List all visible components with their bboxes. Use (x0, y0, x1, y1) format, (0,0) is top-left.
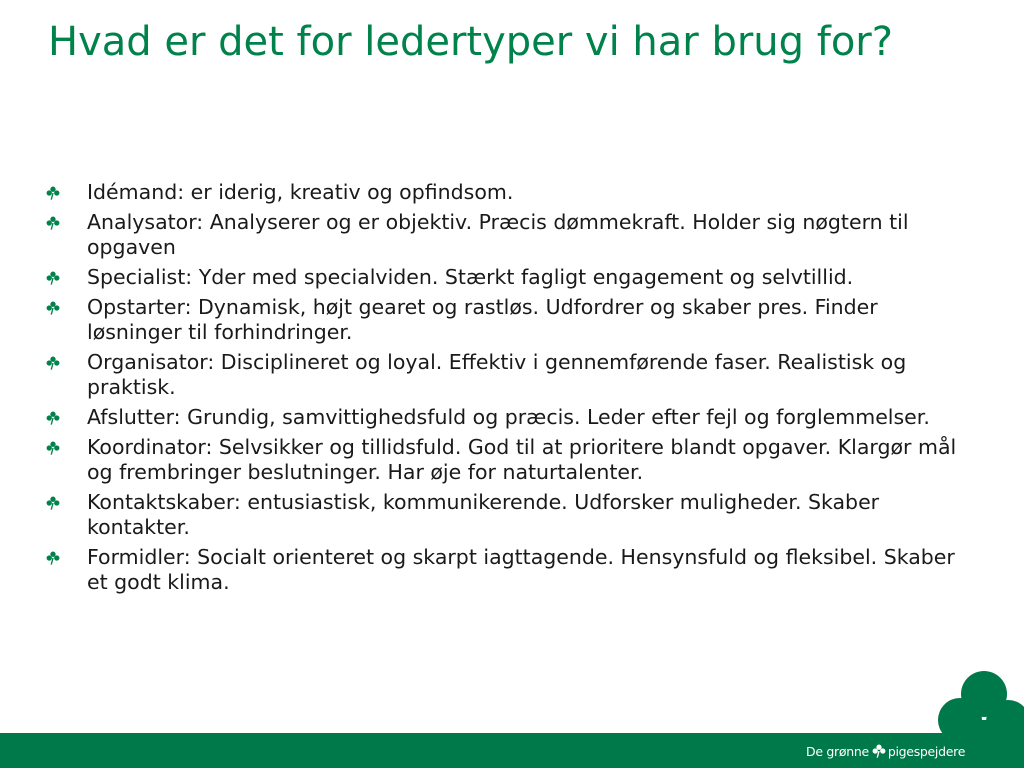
list-item (46, 180, 966, 205)
leader-type-description: : entusiastisk, kommunikerende. Udforsker muligheder. Skaber kontakter. (87, 490, 880, 539)
list-item (46, 435, 966, 485)
leader-type-description: : Socialt orienteret og skarpt iagttagende. Hensynsfuld og fleksibel. Skaber et godt klima. (87, 545, 955, 594)
list-item (46, 350, 966, 400)
clover-icon (46, 496, 60, 510)
logo-text-left: De grønne (806, 743, 869, 759)
clover-icon (46, 356, 60, 370)
leader-type-term: Idémand: (87, 180, 185, 204)
leader-type-description: : Analyserer og er objektiv. Præcis dømmekraft. Holder sig nøgtern til opgaven (87, 210, 909, 259)
logo-text-right: pigespejdere (887, 743, 966, 759)
clover-icon (872, 744, 886, 758)
leader-type-description: : Selvsikker og tillidsfuld. God til at prioritere blandt opgaver. Klargør mål og frembringer beslutninger. Har øje for naturtalenter. (87, 435, 957, 484)
list-item (46, 265, 966, 290)
list-item (46, 295, 966, 345)
leader-type-term: Koordinator (87, 435, 206, 459)
organization-logo (806, 740, 965, 762)
clover-icon (46, 271, 60, 285)
list-item (46, 405, 966, 430)
leader-type-term: Afslutter: (87, 405, 181, 429)
clover-icon (46, 186, 60, 200)
leader-type-term: Opstarter (87, 295, 185, 319)
leader-type-list (46, 180, 966, 600)
leader-type-description: : Dynamisk, højt gearet og rastløs. Udfordrer og skaber pres. Finder løsninger til forhindringer. (87, 295, 878, 344)
list-item (46, 490, 966, 540)
leader-type-term: Formidler (87, 545, 184, 569)
list-item (46, 545, 966, 595)
leader-type-term: Specialist (87, 265, 186, 289)
slide-title: Hvad er det for ledertyper vi har brug for? (48, 19, 893, 65)
leader-type-description: er iderig, kreativ og opfindsom. (184, 180, 514, 204)
leader-type-description: : Disciplineret og loyal. Effektiv i gennemførende faser. Realistisk og praktisk. (87, 350, 907, 399)
leader-type-term: Kontaktskaber (87, 490, 234, 514)
clover-icon (46, 301, 60, 315)
clover-icon (46, 441, 60, 455)
clover-icon (46, 551, 60, 565)
leader-type-term: Organisator (87, 350, 208, 374)
leader-type-term: Analysator (87, 210, 197, 234)
leader-type-description: Grundig, samvittighedsfuld og præcis. Leder efter fejl og forglemmelser. (180, 405, 930, 429)
clover-icon (46, 216, 60, 230)
clover-icon (46, 411, 60, 425)
leader-type-description: : Yder med specialviden. Stærkt fagligt engagement og selvtillid. (185, 265, 854, 289)
list-item (46, 210, 966, 260)
